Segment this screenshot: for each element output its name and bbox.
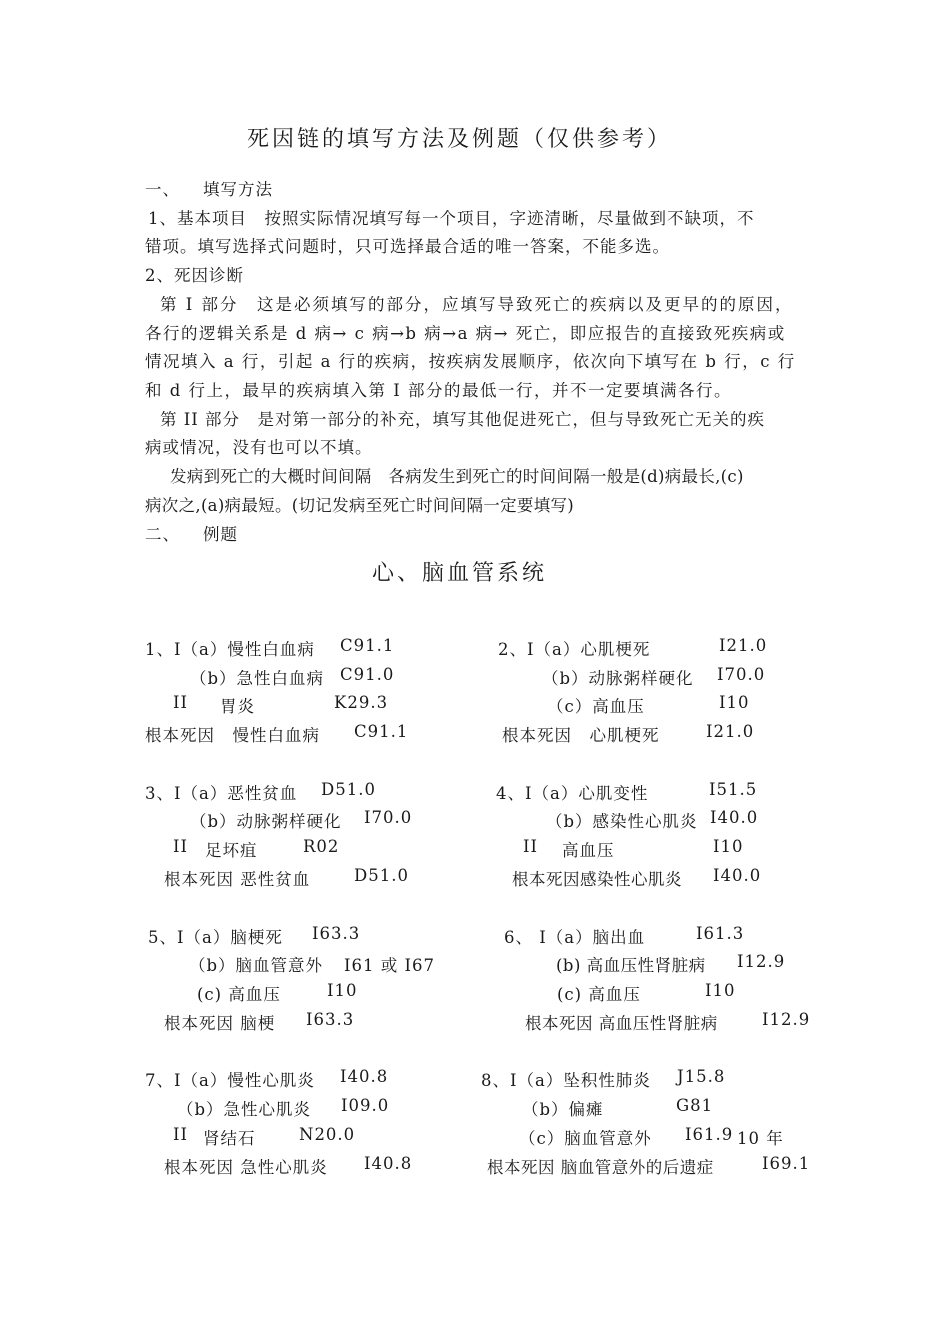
example-8-a-code: J15.8	[677, 1067, 726, 1086]
section-2-heading: 例题	[203, 525, 238, 544]
example-6-b: (b) 高血压性肾脏病	[556, 956, 706, 975]
example-3-b: （b）动脉粥样硬化	[190, 812, 342, 831]
part-2-line-1: 第 II 部分 是对第一部分的补充，填写其他促进死亡，但与导致死亡无关的疾	[160, 410, 766, 429]
example-2-a-code: I21.0	[719, 636, 768, 655]
example-5-root-code: I63.3	[306, 1010, 355, 1029]
example-7-root-code: I40.8	[364, 1154, 413, 1173]
interval-line-1: 发病到死亡的大概时间间隔 各病发生到死亡的时间间隔一般是(d)病最长,(c)	[170, 467, 744, 486]
part-1-line-3: 情况填入 a 行，引起 a 行的疾病，按疾病发展顺序，依次向下填写在 b 行，c 行	[145, 352, 796, 371]
example-2-c: （c）高血压	[547, 697, 645, 716]
example-5-b: （b）脑血管意外	[189, 956, 324, 975]
diagnosis-heading: 2、死因诊断	[145, 266, 244, 285]
section-1-number: 一、	[145, 180, 180, 199]
example-7-root: 根本死因 急性心肌炎	[164, 1158, 328, 1177]
example-7-ii-code: N20.0	[299, 1125, 356, 1144]
basic-items-line-2: 错项。填写选择式问题时，只可选择最合适的唯一答案，不能多选。	[145, 237, 670, 256]
interval-line-2: 病次之,(a)病最短。(切记发病至死亡时间间隔一定要填写)	[145, 496, 575, 515]
example-3-ii-code: R02	[303, 837, 340, 856]
example-5-b-code: I61 或 I67	[344, 956, 436, 975]
part-1-line-2: 各行的逻辑关系是 d 病→ c 病→b 病→a 病→ 死亡，即应报告的直接致死疾病或	[145, 324, 786, 343]
example-8-root: 根本死因 脑血管意外的后遗症	[487, 1158, 714, 1177]
example-8-a: 8、I（a）坠积性肺炎	[481, 1071, 651, 1090]
example-5-c: (c) 高血压	[197, 985, 281, 1004]
example-4-a: 4、I（a）心肌变性	[496, 784, 649, 803]
example-8-c: （c）脑血管意外	[519, 1129, 652, 1148]
example-1-a: 1、I（a）慢性白血病	[145, 640, 315, 659]
example-7-ii-text: 肾结石	[203, 1129, 256, 1148]
example-2-c-code: I10	[719, 693, 750, 712]
example-8-b: （b）偏瘫	[522, 1100, 604, 1119]
example-5-root: 根本死因 脑梗	[164, 1014, 276, 1033]
example-4-b-code: I40.0	[710, 808, 759, 827]
section-subtitle: 心、脑血管系统	[372, 561, 548, 586]
example-4-ii-code: I10	[713, 837, 744, 856]
example-6-c-code: I10	[705, 981, 736, 1000]
example-8-b-code: G81	[676, 1096, 714, 1115]
example-7-a-code: I40.8	[340, 1067, 389, 1086]
basic-items-line-1: 1、基本项目 按照实际情况填写每一个项目，字迹清晰，尽量做到不缺项，不	[148, 209, 755, 228]
example-3-a-code: D51.0	[321, 780, 376, 799]
example-3-ii-text: 足坏疽	[205, 841, 258, 860]
example-4-ii: II	[523, 837, 539, 856]
example-5-a-code: I63.3	[312, 924, 361, 943]
example-1-b: （b）急性白血病	[190, 669, 325, 688]
example-4-root-code: I40.0	[713, 866, 762, 885]
example-1-root: 根本死因 慢性白血病	[145, 726, 320, 745]
example-7-b: （b）急性心肌炎	[177, 1100, 312, 1119]
example-6-root-code: I12.9	[762, 1010, 811, 1029]
example-1-a-code: C91.1	[340, 636, 395, 655]
section-2-number: 二、	[145, 525, 180, 544]
example-7-b-code: I09.0	[341, 1096, 390, 1115]
example-7-a: 7、I（a）慢性心肌炎	[145, 1071, 315, 1090]
example-4-ii-text: 高血压	[562, 841, 615, 860]
example-3-root-code: D51.0	[354, 866, 409, 885]
example-7-ii: II	[173, 1125, 189, 1144]
example-6-a: 6、 I（a）脑出血	[504, 928, 646, 947]
example-6-a-code: I61.3	[696, 924, 745, 943]
example-4-a-code: I51.5	[709, 780, 758, 799]
example-4-b: （b）感染性心肌炎	[546, 812, 698, 831]
example-2-b: （b）动脉粥样硬化	[542, 669, 694, 688]
page-title: 死因链的填写方法及例题（仅供参考）	[247, 127, 673, 152]
example-6-b-code: I12.9	[737, 952, 786, 971]
example-3-a: 3、I（a）恶性贫血	[145, 784, 298, 803]
part-2-line-2: 病或情况，没有也可以不填。	[145, 438, 373, 457]
example-2-b-code: I70.0	[717, 665, 766, 684]
section-1-heading: 填写方法	[203, 180, 273, 199]
example-5-a: 5、I（a）脑梗死	[148, 928, 283, 947]
example-3-root: 根本死因 恶性贫血	[164, 870, 311, 889]
example-8-c-duration: 10 年	[737, 1129, 784, 1148]
example-3-b-code: I70.0	[364, 808, 413, 827]
example-2-a: 2、I（a）心肌梗死	[498, 640, 651, 659]
example-1-ii-text: 胃炎	[220, 697, 255, 716]
part-1-line-1: 第 I 部分 这是必须填写的部分，应填写导致死亡的疾病以及更早的的原因，	[160, 295, 794, 314]
example-2-root-code: I21.0	[706, 722, 755, 741]
example-4-root: 根本死因感染性心肌炎	[512, 870, 682, 889]
example-1-ii: II	[173, 693, 189, 712]
example-8-root-code: I69.1	[762, 1154, 811, 1173]
example-6-root: 根本死因 高血压性肾脏病	[525, 1014, 718, 1033]
example-3-ii: II	[173, 837, 189, 856]
example-2-root: 根本死因 心肌梗死	[502, 726, 660, 745]
example-5-c-code: I10	[327, 981, 358, 1000]
example-6-c: (c) 高血压	[557, 985, 641, 1004]
example-8-c-code: I61.9	[685, 1125, 734, 1144]
example-1-b-code: C91.0	[340, 665, 395, 684]
part-1-line-4: 和 d 行上，最早的疾病填入第 I 部分的最低一行，并不一定要填满各行。	[145, 381, 733, 400]
example-1-ii-code: K29.3	[334, 693, 389, 712]
example-1-root-code: C91.1	[354, 722, 409, 741]
